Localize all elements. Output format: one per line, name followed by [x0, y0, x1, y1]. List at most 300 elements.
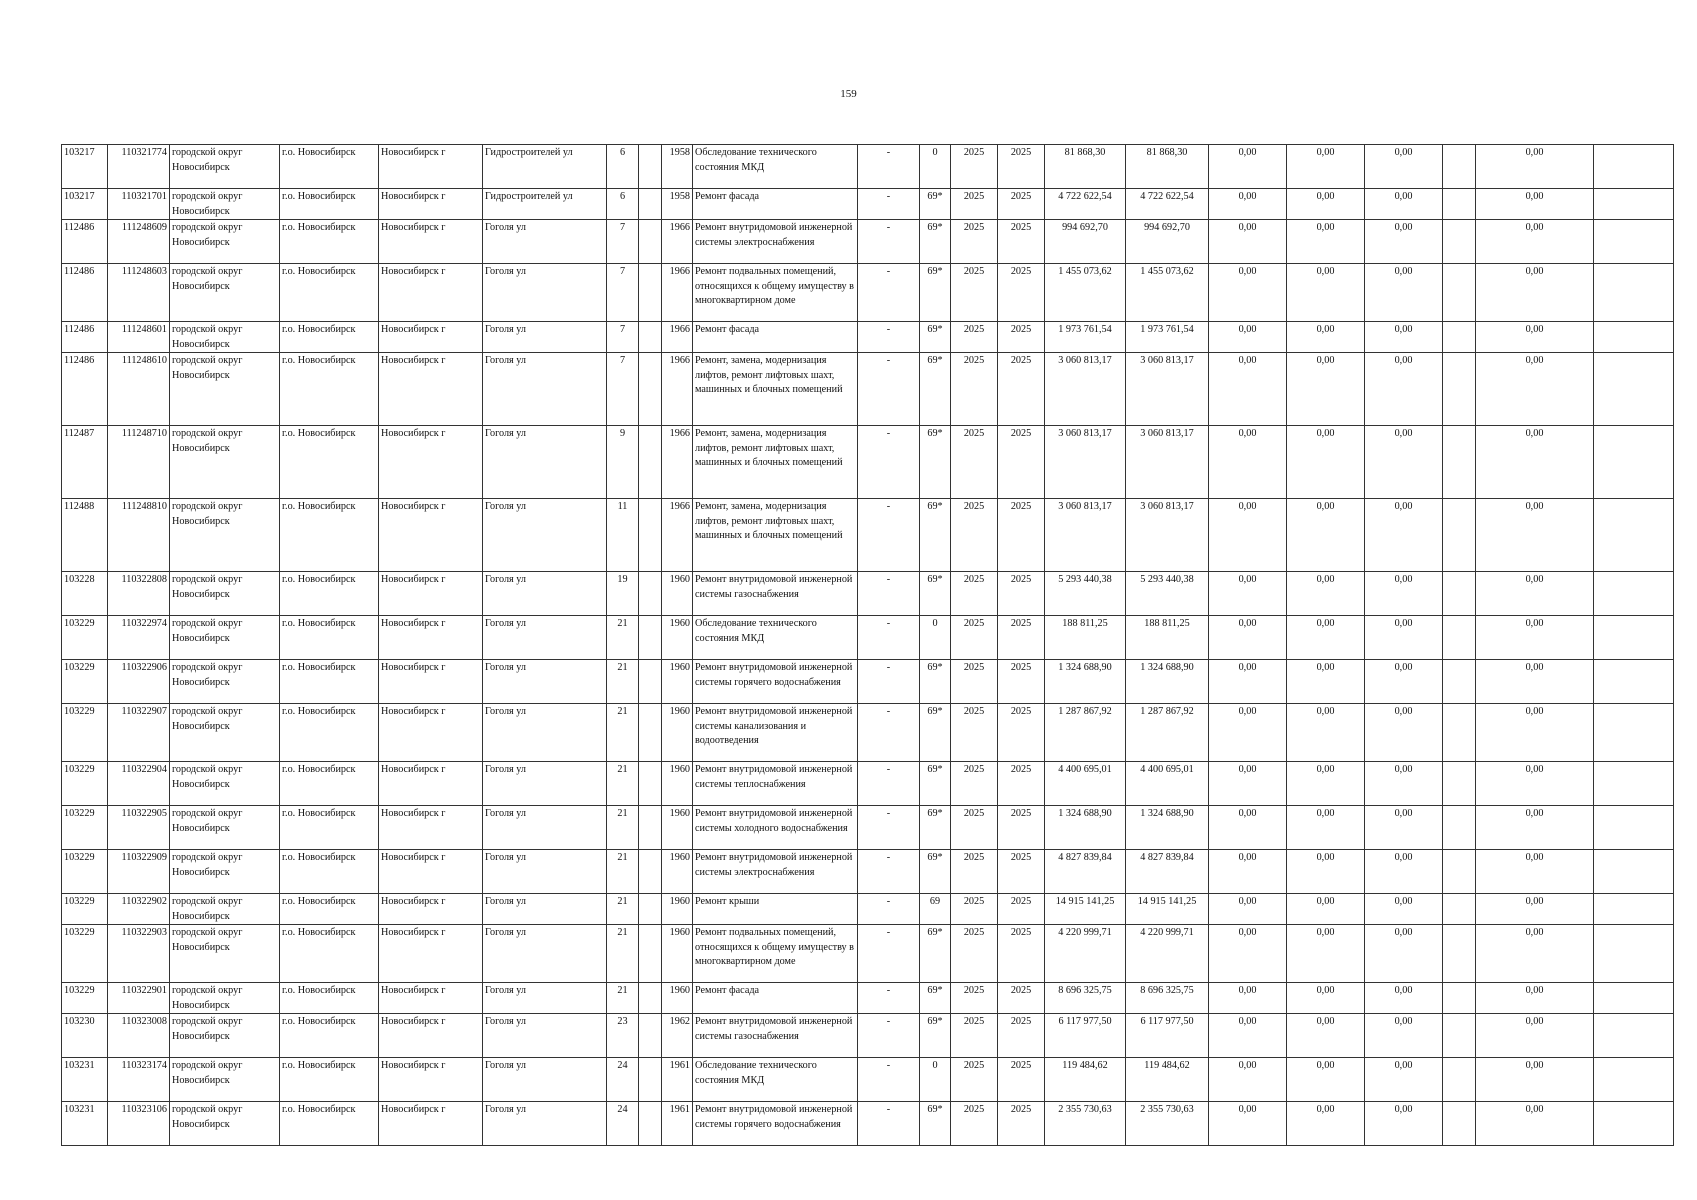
- cell-budget-region: 0,00: [1287, 1058, 1365, 1102]
- cell-building: [639, 806, 662, 850]
- cell-budget-region: 0,00: [1287, 353, 1365, 426]
- cell-blank: [1443, 704, 1476, 762]
- cell-building: [639, 220, 662, 264]
- cell-city: Новосибирск г: [379, 983, 483, 1014]
- cell-city: Новосибирск г: [379, 220, 483, 264]
- cell-blank: [1443, 1102, 1476, 1146]
- cell-year-built: 1958: [662, 189, 693, 220]
- cell-building: [639, 1058, 662, 1102]
- cell-year-built: 1966: [662, 264, 693, 322]
- cell-year-built: 1966: [662, 426, 693, 499]
- cell-building: [639, 499, 662, 572]
- cell-fund-cost: 4 400 695,01: [1126, 762, 1209, 806]
- cell-wear-percent: 69*: [920, 762, 951, 806]
- cell-wear-percent: 69*: [920, 189, 951, 220]
- cell-building: [639, 426, 662, 499]
- cell-end-year: 2025: [998, 426, 1045, 499]
- cell-house-number: 7: [607, 264, 639, 322]
- cell-total-cost: 3 060 813,17: [1045, 426, 1126, 499]
- cell-building: [639, 189, 662, 220]
- table-row: [62, 145, 1674, 189]
- page-number: 159: [840, 88, 857, 100]
- cell-year-built: 1960: [662, 983, 693, 1014]
- cell-year-built: 1960: [662, 572, 693, 616]
- cell-city: Новосибирск г: [379, 189, 483, 220]
- cell-separator: -: [858, 762, 920, 806]
- cell-house-number: 21: [607, 704, 639, 762]
- cell-budget-federal: 0,00: [1209, 220, 1287, 264]
- cell-municipality: городской округ Новосибирск: [170, 264, 280, 322]
- cell-budget-local: 0,00: [1365, 264, 1443, 322]
- cell-municipality: городской округ Новосибирск: [170, 616, 280, 660]
- cell-house-number: 21: [607, 762, 639, 806]
- table-row: [62, 572, 1674, 616]
- table-row: [62, 850, 1674, 894]
- table-row: [62, 704, 1674, 762]
- cell-total-cost: 1 324 688,90: [1045, 806, 1126, 850]
- cell-end-year: 2025: [998, 220, 1045, 264]
- cell-building: [639, 145, 662, 189]
- cell-start-year: 2025: [951, 983, 998, 1014]
- cell-city: Новосибирск г: [379, 762, 483, 806]
- cell-fund-cost: 994 692,70: [1126, 220, 1209, 264]
- cell-municipality: городской округ Новосибирск: [170, 660, 280, 704]
- cell-separator: -: [858, 1014, 920, 1058]
- cell-budget-local: 0,00: [1365, 925, 1443, 983]
- cell-budget-region: 0,00: [1287, 499, 1365, 572]
- cell-municipality: городской округ Новосибирск: [170, 983, 280, 1014]
- cell-budget-region: 0,00: [1287, 1102, 1365, 1146]
- cell-city: Новосибирск г: [379, 1102, 483, 1146]
- cell-work-type: Ремонт внутридомовой инженерной системы электроснабжения: [693, 220, 858, 264]
- cell-municipality: городской округ Новосибирск: [170, 353, 280, 426]
- cell-owner-funds: 0,00: [1476, 189, 1594, 220]
- cell-fund-cost: 1 455 073,62: [1126, 264, 1209, 322]
- cell-street: Гоголя ул: [483, 762, 607, 806]
- table-row: [62, 220, 1674, 264]
- cell-city: Новосибирск г: [379, 572, 483, 616]
- cell-blank: [1443, 499, 1476, 572]
- cell-street: Гоголя ул: [483, 220, 607, 264]
- cell-blank: [1443, 850, 1476, 894]
- cell-budget-region: 0,00: [1287, 925, 1365, 983]
- cell-settlement-short: г.о. Новосибирск: [280, 894, 379, 925]
- cell-street: Гоголя ул: [483, 616, 607, 660]
- cell-work-type: Ремонт внутридомовой инженерной системы канализования и водоотведения: [693, 704, 858, 762]
- cell-work-code: 110323106: [108, 1102, 170, 1146]
- cell-start-year: 2025: [951, 189, 998, 220]
- cell-settlement-short: г.о. Новосибирск: [280, 1058, 379, 1102]
- cell-settlement-short: г.о. Новосибирск: [280, 983, 379, 1014]
- cell-municipality: городской округ Новосибирск: [170, 925, 280, 983]
- cell-wear-percent: 69*: [920, 850, 951, 894]
- cell-end-year: 2025: [998, 572, 1045, 616]
- cell-budget-federal: 0,00: [1209, 894, 1287, 925]
- cell-blank: [1443, 264, 1476, 322]
- cell-owner-funds: 0,00: [1476, 616, 1594, 660]
- cell-budget-local: 0,00: [1365, 806, 1443, 850]
- cell-end-year: 2025: [998, 1014, 1045, 1058]
- cell-city: Новосибирск г: [379, 806, 483, 850]
- cell-budget-federal: 0,00: [1209, 1102, 1287, 1146]
- cell-work-type: Обследование технического состояния МКД: [693, 616, 858, 660]
- table-body: [62, 145, 1674, 1146]
- cell-house-number: 7: [607, 322, 639, 353]
- table-row: [62, 426, 1674, 499]
- cell-work-code: 110322901: [108, 983, 170, 1014]
- cell-budget-region: 0,00: [1287, 850, 1365, 894]
- cell-budget-region: 0,00: [1287, 322, 1365, 353]
- table-row: [62, 616, 1674, 660]
- cell-street: Гидростроителей ул: [483, 189, 607, 220]
- cell-blank: [1443, 220, 1476, 264]
- cell-fund-cost: 5 293 440,38: [1126, 572, 1209, 616]
- cell-owner-funds: 0,00: [1476, 806, 1594, 850]
- cell-total-cost: 6 117 977,50: [1045, 1014, 1126, 1058]
- table-row: [62, 1058, 1674, 1102]
- cell-wear-percent: 69: [920, 894, 951, 925]
- cell-start-year: 2025: [951, 353, 998, 426]
- cell-separator: -: [858, 850, 920, 894]
- cell-start-year: 2025: [951, 660, 998, 704]
- cell-owner-funds: 0,00: [1476, 925, 1594, 983]
- cell-extra: [1594, 189, 1674, 220]
- cell-extra: [1594, 850, 1674, 894]
- cell-budget-region: 0,00: [1287, 660, 1365, 704]
- cell-work-code: 110322903: [108, 925, 170, 983]
- cell-row-id: 103230: [62, 1014, 108, 1058]
- cell-house-number: 21: [607, 925, 639, 983]
- cell-end-year: 2025: [998, 145, 1045, 189]
- cell-separator: -: [858, 189, 920, 220]
- cell-street: Гоголя ул: [483, 983, 607, 1014]
- cell-house-number: 24: [607, 1058, 639, 1102]
- cell-budget-local: 0,00: [1365, 894, 1443, 925]
- cell-work-code: 110322909: [108, 850, 170, 894]
- cell-city: Новосибирск г: [379, 1058, 483, 1102]
- cell-end-year: 2025: [998, 322, 1045, 353]
- cell-work-code: 111248610: [108, 353, 170, 426]
- cell-city: Новосибирск г: [379, 426, 483, 499]
- cell-fund-cost: 3 060 813,17: [1126, 499, 1209, 572]
- cell-work-type: Обследование технического состояния МКД: [693, 1058, 858, 1102]
- cell-house-number: 7: [607, 353, 639, 426]
- cell-year-built: 1966: [662, 499, 693, 572]
- cell-budget-region: 0,00: [1287, 189, 1365, 220]
- cell-budget-local: 0,00: [1365, 850, 1443, 894]
- cell-budget-local: 0,00: [1365, 762, 1443, 806]
- cell-settlement-short: г.о. Новосибирск: [280, 220, 379, 264]
- cell-work-type: Ремонт подвальных помещений, относящихся к общему имуществу в многоквартирном доме: [693, 264, 858, 322]
- table-row: [62, 1014, 1674, 1058]
- table-row: [62, 189, 1674, 220]
- cell-street: Гоголя ул: [483, 894, 607, 925]
- cell-extra: [1594, 572, 1674, 616]
- cell-settlement-short: г.о. Новосибирск: [280, 762, 379, 806]
- cell-work-type: Ремонт, замена, модернизация лифтов, ремонт лифтовых шахт, машинных и блочных помещений: [693, 353, 858, 426]
- cell-row-id: 103228: [62, 572, 108, 616]
- cell-street: Гоголя ул: [483, 704, 607, 762]
- table-row: [62, 806, 1674, 850]
- cell-work-code: 110322974: [108, 616, 170, 660]
- cell-owner-funds: 0,00: [1476, 353, 1594, 426]
- cell-work-code: 111248601: [108, 322, 170, 353]
- cell-blank: [1443, 1014, 1476, 1058]
- cell-start-year: 2025: [951, 426, 998, 499]
- cell-budget-local: 0,00: [1365, 189, 1443, 220]
- cell-fund-cost: 4 220 999,71: [1126, 925, 1209, 983]
- cell-owner-funds: 0,00: [1476, 322, 1594, 353]
- cell-house-number: 6: [607, 189, 639, 220]
- cell-wear-percent: 69*: [920, 806, 951, 850]
- cell-budget-federal: 0,00: [1209, 850, 1287, 894]
- cell-row-id: 103217: [62, 145, 108, 189]
- cell-city: Новосибирск г: [379, 850, 483, 894]
- cell-extra: [1594, 499, 1674, 572]
- cell-settlement-short: г.о. Новосибирск: [280, 572, 379, 616]
- cell-total-cost: 5 293 440,38: [1045, 572, 1126, 616]
- cell-year-built: 1960: [662, 894, 693, 925]
- cell-wear-percent: 69*: [920, 572, 951, 616]
- cell-owner-funds: 0,00: [1476, 1014, 1594, 1058]
- cell-owner-funds: 0,00: [1476, 145, 1594, 189]
- cell-municipality: городской округ Новосибирск: [170, 762, 280, 806]
- cell-year-built: 1960: [662, 925, 693, 983]
- cell-wear-percent: 69*: [920, 925, 951, 983]
- cell-house-number: 21: [607, 983, 639, 1014]
- cell-fund-cost: 188 811,25: [1126, 616, 1209, 660]
- cell-total-cost: 4 400 695,01: [1045, 762, 1126, 806]
- cell-end-year: 2025: [998, 850, 1045, 894]
- cell-street: Гоголя ул: [483, 499, 607, 572]
- cell-budget-federal: 0,00: [1209, 322, 1287, 353]
- cell-start-year: 2025: [951, 220, 998, 264]
- cell-work-code: 110322904: [108, 762, 170, 806]
- cell-extra: [1594, 762, 1674, 806]
- cell-total-cost: 3 060 813,17: [1045, 353, 1126, 426]
- cell-start-year: 2025: [951, 925, 998, 983]
- cell-budget-federal: 0,00: [1209, 660, 1287, 704]
- cell-building: [639, 894, 662, 925]
- cell-city: Новосибирск г: [379, 353, 483, 426]
- cell-year-built: 1960: [662, 806, 693, 850]
- cell-start-year: 2025: [951, 264, 998, 322]
- cell-building: [639, 1102, 662, 1146]
- cell-blank: [1443, 983, 1476, 1014]
- cell-budget-federal: 0,00: [1209, 145, 1287, 189]
- cell-separator: -: [858, 426, 920, 499]
- cell-row-id: 103229: [62, 704, 108, 762]
- cell-work-type: Ремонт внутридомовой инженерной системы теплоснабжения: [693, 762, 858, 806]
- cell-settlement-short: г.о. Новосибирск: [280, 264, 379, 322]
- cell-work-type: Ремонт, замена, модернизация лифтов, ремонт лифтовых шахт, машинных и блочных помещений: [693, 426, 858, 499]
- cell-start-year: 2025: [951, 704, 998, 762]
- cell-city: Новосибирск г: [379, 322, 483, 353]
- cell-street: Гоголя ул: [483, 806, 607, 850]
- cell-start-year: 2025: [951, 762, 998, 806]
- cell-fund-cost: 6 117 977,50: [1126, 1014, 1209, 1058]
- cell-municipality: городской округ Новосибирск: [170, 145, 280, 189]
- cell-year-built: 1960: [662, 616, 693, 660]
- cell-work-type: Ремонт фасада: [693, 983, 858, 1014]
- cell-extra: [1594, 220, 1674, 264]
- cell-city: Новосибирск г: [379, 264, 483, 322]
- cell-wear-percent: 69*: [920, 1102, 951, 1146]
- cell-budget-region: 0,00: [1287, 762, 1365, 806]
- cell-blank: [1443, 616, 1476, 660]
- cell-work-type: Ремонт внутридомовой инженерной системы газоснабжения: [693, 1014, 858, 1058]
- cell-house-number: 19: [607, 572, 639, 616]
- cell-house-number: 6: [607, 145, 639, 189]
- cell-owner-funds: 0,00: [1476, 894, 1594, 925]
- cell-fund-cost: 1 324 688,90: [1126, 806, 1209, 850]
- cell-blank: [1443, 762, 1476, 806]
- capital-repair-table: [61, 144, 1674, 1146]
- cell-work-type: Ремонт фасада: [693, 189, 858, 220]
- cell-work-code: 110322808: [108, 572, 170, 616]
- cell-owner-funds: 0,00: [1476, 426, 1594, 499]
- cell-separator: -: [858, 1058, 920, 1102]
- cell-separator: -: [858, 220, 920, 264]
- cell-row-id: 103229: [62, 894, 108, 925]
- cell-total-cost: 119 484,62: [1045, 1058, 1126, 1102]
- cell-house-number: 21: [607, 806, 639, 850]
- cell-budget-federal: 0,00: [1209, 616, 1287, 660]
- cell-separator: -: [858, 660, 920, 704]
- cell-total-cost: 1 287 867,92: [1045, 704, 1126, 762]
- cell-extra: [1594, 925, 1674, 983]
- cell-start-year: 2025: [951, 145, 998, 189]
- cell-city: Новосибирск г: [379, 925, 483, 983]
- cell-fund-cost: 14 915 141,25: [1126, 894, 1209, 925]
- cell-extra: [1594, 426, 1674, 499]
- cell-blank: [1443, 806, 1476, 850]
- cell-row-id: 103229: [62, 983, 108, 1014]
- cell-settlement-short: г.о. Новосибирск: [280, 660, 379, 704]
- cell-budget-region: 0,00: [1287, 264, 1365, 322]
- cell-budget-federal: 0,00: [1209, 189, 1287, 220]
- cell-total-cost: 4 220 999,71: [1045, 925, 1126, 983]
- cell-owner-funds: 0,00: [1476, 762, 1594, 806]
- cell-end-year: 2025: [998, 806, 1045, 850]
- cell-municipality: городской округ Новосибирск: [170, 806, 280, 850]
- table-row: [62, 322, 1674, 353]
- cell-end-year: 2025: [998, 1102, 1045, 1146]
- table-row: [62, 353, 1674, 426]
- cell-wear-percent: 69*: [920, 704, 951, 762]
- cell-extra: [1594, 1058, 1674, 1102]
- cell-street: Гоголя ул: [483, 426, 607, 499]
- cell-building: [639, 616, 662, 660]
- cell-year-built: 1966: [662, 353, 693, 426]
- cell-building: [639, 1014, 662, 1058]
- cell-wear-percent: 69*: [920, 983, 951, 1014]
- cell-budget-federal: 0,00: [1209, 353, 1287, 426]
- cell-year-built: 1961: [662, 1058, 693, 1102]
- cell-budget-local: 0,00: [1365, 1014, 1443, 1058]
- cell-house-number: 7: [607, 220, 639, 264]
- cell-wear-percent: 69*: [920, 426, 951, 499]
- cell-budget-federal: 0,00: [1209, 572, 1287, 616]
- cell-fund-cost: 3 060 813,17: [1126, 353, 1209, 426]
- cell-year-built: 1960: [662, 660, 693, 704]
- cell-extra: [1594, 353, 1674, 426]
- cell-row-id: 103229: [62, 850, 108, 894]
- cell-settlement-short: г.о. Новосибирск: [280, 145, 379, 189]
- cell-separator: -: [858, 806, 920, 850]
- cell-work-code: 110322907: [108, 704, 170, 762]
- table-row: [62, 894, 1674, 925]
- cell-end-year: 2025: [998, 983, 1045, 1014]
- cell-start-year: 2025: [951, 499, 998, 572]
- cell-work-code: 111248609: [108, 220, 170, 264]
- cell-wear-percent: 69*: [920, 220, 951, 264]
- cell-blank: [1443, 189, 1476, 220]
- cell-house-number: 21: [607, 894, 639, 925]
- cell-separator: -: [858, 983, 920, 1014]
- cell-budget-local: 0,00: [1365, 572, 1443, 616]
- cell-end-year: 2025: [998, 189, 1045, 220]
- cell-wear-percent: 69*: [920, 264, 951, 322]
- cell-end-year: 2025: [998, 894, 1045, 925]
- cell-total-cost: 3 060 813,17: [1045, 499, 1126, 572]
- cell-budget-region: 0,00: [1287, 616, 1365, 660]
- cell-street: Гоголя ул: [483, 1014, 607, 1058]
- cell-total-cost: 1 455 073,62: [1045, 264, 1126, 322]
- cell-year-built: 1966: [662, 322, 693, 353]
- cell-blank: [1443, 572, 1476, 616]
- cell-end-year: 2025: [998, 264, 1045, 322]
- cell-wear-percent: 0: [920, 145, 951, 189]
- cell-budget-region: 0,00: [1287, 983, 1365, 1014]
- cell-house-number: 23: [607, 1014, 639, 1058]
- cell-year-built: 1958: [662, 145, 693, 189]
- cell-blank: [1443, 322, 1476, 353]
- cell-settlement-short: г.о. Новосибирск: [280, 499, 379, 572]
- cell-budget-region: 0,00: [1287, 704, 1365, 762]
- cell-year-built: 1960: [662, 850, 693, 894]
- cell-year-built: 1961: [662, 1102, 693, 1146]
- cell-separator: -: [858, 925, 920, 983]
- cell-work-code: 110323008: [108, 1014, 170, 1058]
- cell-fund-cost: 2 355 730,63: [1126, 1102, 1209, 1146]
- cell-work-type: Ремонт внутридомовой инженерной системы горячего водоснабжения: [693, 1102, 858, 1146]
- cell-extra: [1594, 894, 1674, 925]
- table-row: [62, 660, 1674, 704]
- cell-building: [639, 925, 662, 983]
- cell-budget-region: 0,00: [1287, 806, 1365, 850]
- cell-building: [639, 353, 662, 426]
- cell-street: Гоголя ул: [483, 264, 607, 322]
- cell-street: Гоголя ул: [483, 353, 607, 426]
- cell-house-number: 11: [607, 499, 639, 572]
- cell-street: Гидростроителей ул: [483, 145, 607, 189]
- cell-extra: [1594, 616, 1674, 660]
- cell-budget-region: 0,00: [1287, 220, 1365, 264]
- cell-municipality: городской округ Новосибирск: [170, 572, 280, 616]
- cell-street: Гоголя ул: [483, 1058, 607, 1102]
- cell-street: Гоголя ул: [483, 925, 607, 983]
- cell-year-built: 1962: [662, 1014, 693, 1058]
- cell-blank: [1443, 426, 1476, 499]
- cell-work-type: Ремонт внутридомовой инженерной системы электроснабжения: [693, 850, 858, 894]
- cell-settlement-short: г.о. Новосибирск: [280, 850, 379, 894]
- cell-total-cost: 994 692,70: [1045, 220, 1126, 264]
- cell-start-year: 2025: [951, 1014, 998, 1058]
- cell-house-number: 21: [607, 616, 639, 660]
- cell-owner-funds: 0,00: [1476, 499, 1594, 572]
- cell-city: Новосибирск г: [379, 499, 483, 572]
